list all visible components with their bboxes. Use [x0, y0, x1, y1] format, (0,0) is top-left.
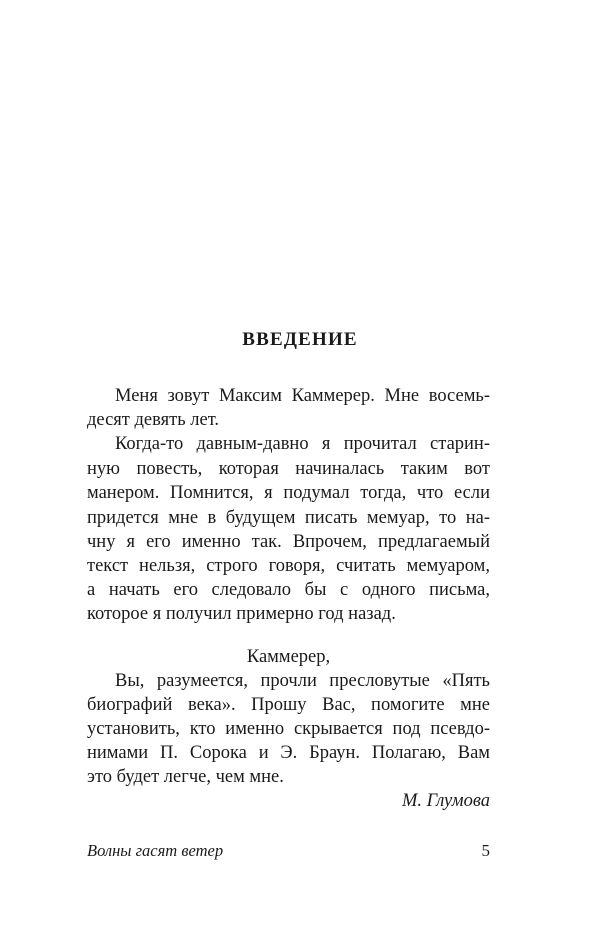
- letter-salutation: Каммерер,: [246, 647, 331, 667]
- text-line: которое я получил примерно год назад.: [87, 604, 396, 624]
- text-line: манером. Помнится, я подумал тогда, что если: [87, 483, 490, 503]
- text-line: чну я его именно так. Впрочем, предлагаемый: [87, 532, 490, 552]
- letter-line: установить, кто именно скрывается под псевдо-: [87, 719, 490, 739]
- letter-line: Вы, разумеется, прочли пресловутые «Пять: [115, 671, 490, 691]
- letter-line: биографий века». Прошу Вас, помогите мне: [87, 695, 490, 715]
- text-line: текст нельзя, строго говоря, считать мемуаром,: [87, 556, 490, 576]
- text-line: десят девять лет.: [87, 410, 220, 430]
- text-line: придется мне в будущем писать мемуар, то на-: [87, 508, 490, 528]
- letter-line: это будет легче, чем мне.: [87, 767, 284, 787]
- letter-line: нимами П. Сорока и Э. Браун. Полагаю, Вам: [87, 743, 490, 763]
- text-line: Меня зовут Максим Каммерер. Мне восемь-: [115, 386, 490, 406]
- text-line: Когда-то давным-давно я прочитал старин-: [115, 434, 490, 454]
- letter-signature: М. Глумова: [402, 791, 490, 811]
- running-footer-title: Волны гасят ветер: [87, 841, 224, 860]
- chapter-heading: ВВЕДЕНИЕ: [242, 329, 358, 350]
- text-line: а начать его следовало бы с одного письма,: [87, 580, 490, 600]
- page-number: 5: [481, 841, 490, 860]
- text-line: ную повесть, которая начиналась таким вот: [87, 459, 490, 479]
